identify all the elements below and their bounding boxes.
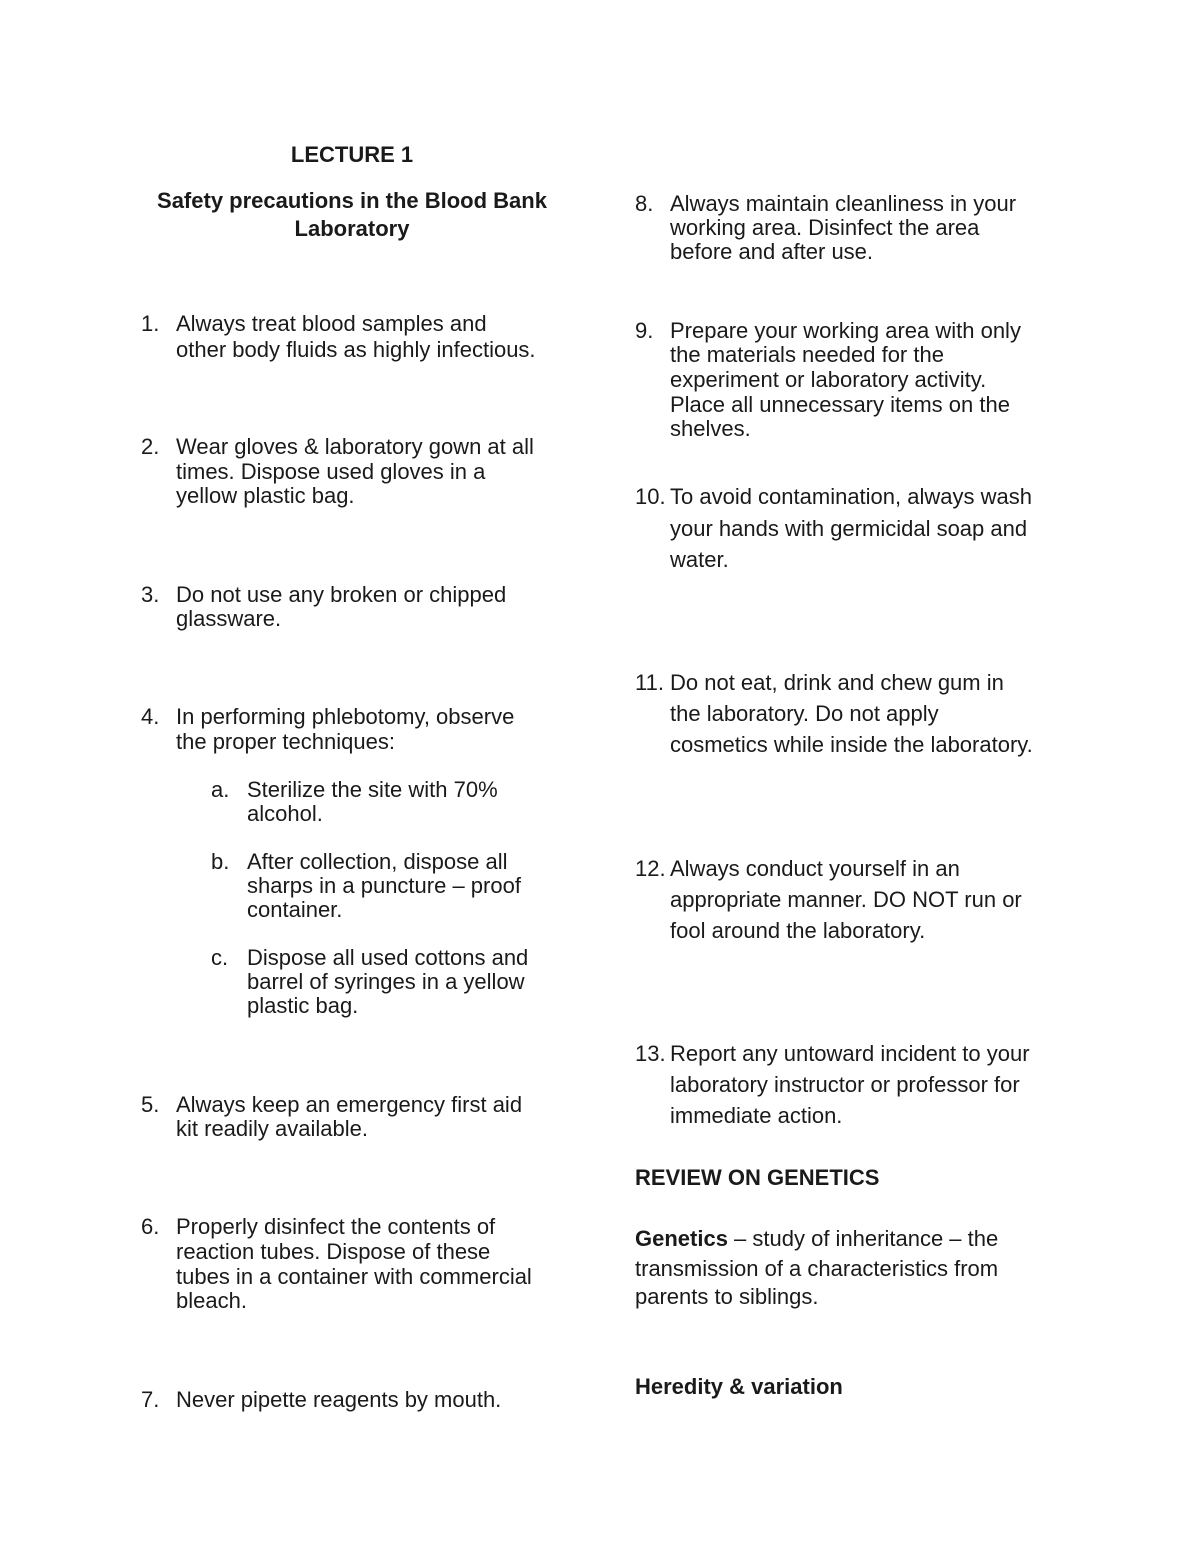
list-item-text: To avoid contamination, always wash: [670, 484, 1032, 509]
list-item-text: the laboratory. Do not apply: [670, 701, 939, 726]
section-title-line2: Laboratory: [294, 216, 410, 241]
list-item-text: cosmetics while inside the laboratory.: [670, 732, 1033, 757]
list-item-number: 12.: [635, 856, 666, 881]
list-item-text: glassware.: [176, 606, 282, 631]
list-item-text: your hands with germicidal soap and: [670, 516, 1028, 541]
list-item-text: laboratory instructor or professor for: [670, 1072, 1020, 1097]
list-item-number: 3.: [141, 582, 160, 607]
list-item-number: 8.: [635, 191, 654, 216]
genetics-definition-line1: [635, 1227, 998, 1252]
list-item-text: Always keep an emergency first aid: [176, 1092, 523, 1117]
section-title-line1: Safety precautions in the Blood Bank: [157, 188, 547, 213]
list-item-text: kit readily available.: [176, 1116, 368, 1141]
sublist-item-text: Dispose all used cottons and: [247, 945, 529, 970]
list-item-text: Wear gloves & laboratory gown at all: [176, 434, 534, 459]
sublist-item-text: barrel of syringes in a yellow: [247, 969, 525, 994]
list-item-text: Never pipette reagents by mouth.: [176, 1387, 502, 1412]
list-item-text: tubes in a container with commercial: [176, 1264, 532, 1289]
list-item-text: bleach.: [176, 1288, 247, 1313]
sublist-item-text: Sterilize the site with 70%: [247, 777, 498, 802]
list-item-number: 6.: [141, 1214, 160, 1239]
list-item-number: 4.: [141, 704, 160, 729]
list-item-text: times. Dispose used gloves in a: [176, 459, 486, 484]
list-item-text: Properly disinfect the contents of: [176, 1214, 496, 1239]
genetics-term: Genetics: [635, 1226, 728, 1251]
list-item-text: before and after use.: [670, 239, 874, 264]
list-item-text: water.: [670, 547, 729, 572]
list-item-text: immediate action.: [670, 1103, 843, 1128]
list-item-text: other body fluids as highly infectious.: [176, 337, 536, 362]
list-item-text: the materials needed for the: [670, 342, 944, 367]
list-item-text: Do not use any broken or chipped: [176, 582, 507, 607]
list-item-number: 10.: [635, 484, 666, 509]
list-item-text: Prepare your working area with only: [670, 318, 1021, 343]
genetics-definition-line3: parents to siblings.: [635, 1284, 819, 1309]
list-item-number: 9.: [635, 318, 654, 343]
list-item-text: the proper techniques:: [176, 729, 395, 754]
list-item-number: 11.: [635, 670, 664, 695]
genetics-definition-line2: transmission of a characteristics from: [635, 1256, 999, 1281]
heredity-subheading: Heredity & variation: [635, 1374, 843, 1399]
list-item-text: appropriate manner. DO NOT run or: [670, 887, 1022, 912]
list-item-text: reaction tubes. Dispose of these: [176, 1239, 491, 1264]
genetics-heading: REVIEW ON GENETICS: [635, 1165, 880, 1190]
sublist-item-text: plastic bag.: [247, 993, 359, 1018]
list-item-number: 7.: [141, 1387, 160, 1412]
list-item-text: shelves.: [670, 416, 751, 441]
sublist-item-letter: a.: [211, 777, 230, 802]
sublist-item-text: alcohol.: [247, 801, 323, 826]
list-item-number: 2.: [141, 434, 160, 459]
list-item-text: yellow plastic bag.: [176, 483, 355, 508]
sublist-item-text: container.: [247, 897, 343, 922]
list-item-text: Do not eat, drink and chew gum in: [670, 670, 1004, 695]
list-item-text: Always conduct yourself in an: [670, 856, 960, 881]
list-item-number: 1.: [141, 311, 160, 336]
list-item-text: Report any untoward incident to your: [670, 1041, 1030, 1066]
list-item-number: 13.: [635, 1041, 666, 1066]
list-item-text: Always treat blood samples and: [176, 311, 487, 336]
list-item-text: Always maintain cleanliness in your: [670, 191, 1017, 216]
list-item-text: working area. Disinfect the area: [670, 215, 980, 240]
genetics-definition-text: – study of inheritance – the: [727, 1226, 999, 1251]
list-item-text: In performing phlebotomy, observe: [176, 704, 515, 729]
list-item-text: Place all unnecessary items on the: [670, 392, 1010, 417]
list-item-text: fool around the laboratory.: [670, 918, 926, 943]
sublist-item-text: After collection, dispose all: [247, 849, 508, 874]
lecture-title: LECTURE 1: [290, 142, 414, 167]
sublist-item-letter: b.: [211, 849, 230, 874]
sublist-item-letter: c.: [211, 945, 229, 970]
sublist-item-text: sharps in a puncture – proof: [247, 873, 521, 898]
list-item-number: 5.: [141, 1092, 160, 1117]
list-item-text: experiment or laboratory activity.: [670, 367, 987, 392]
